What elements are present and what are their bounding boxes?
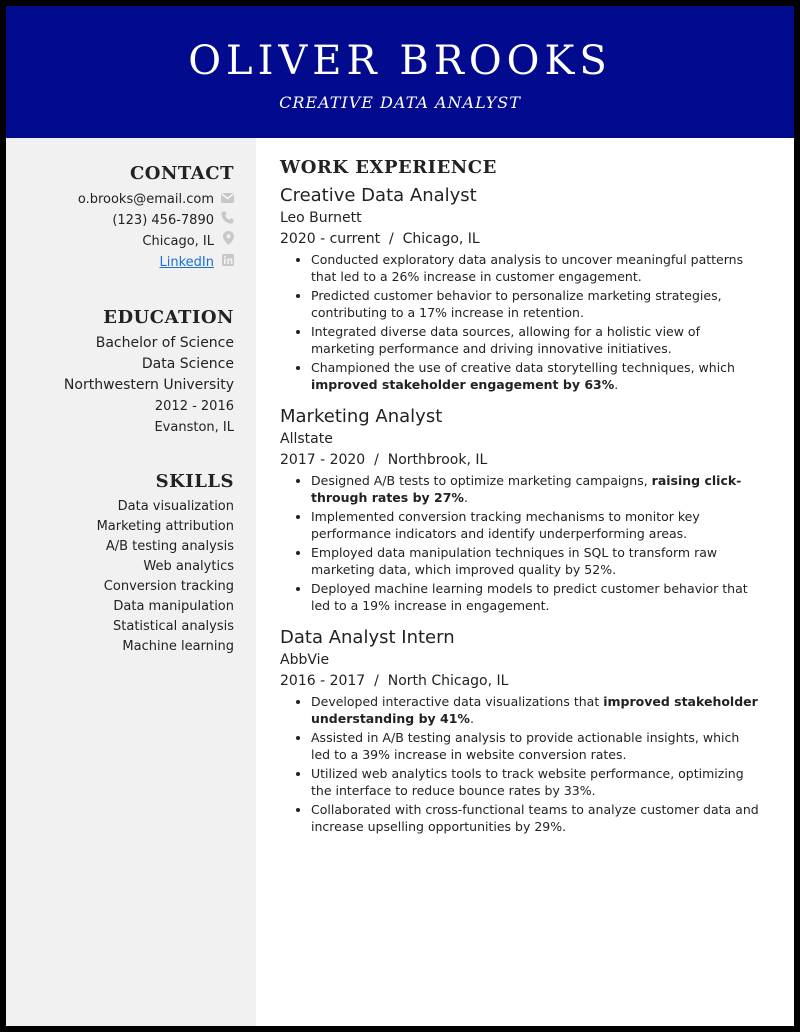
job-bullet: Championed the use of creative data storytelling techniques, which improved stakeholder engagement by 63%. — [294, 359, 760, 393]
education-degree: Bachelor of Science — [95, 335, 234, 351]
education-school: Northwestern University — [63, 377, 234, 393]
job-title: Data Analyst Intern — [280, 627, 455, 648]
education-major: Data Science — [141, 356, 234, 372]
job-bullet: Deployed machine learning models to predict customer behavior that led to a 19% increase in engagement. — [294, 580, 760, 614]
contact-section — [14, 163, 234, 273]
contact-location — [14, 231, 234, 252]
email-text: o.brooks@email.com — [77, 192, 214, 207]
skill-item: Data manipulation — [113, 599, 234, 614]
candidate-title: CREATIVE DATA ANALYST — [279, 93, 521, 112]
job-meta-separator: / — [380, 231, 403, 247]
sidebar — [6, 138, 256, 1026]
skill-item: A/B testing analysis — [105, 539, 234, 554]
job-bullet: Employed data manipulation techniques in SQL to transform raw marketing data, which improved quality by 52%. — [294, 544, 760, 578]
job-dates: 2017 - 2020 — [280, 452, 366, 468]
job-dates-location — [280, 450, 760, 471]
job-bullet: Assisted in A/B testing analysis to provide actionable insights, which led to a 39% increase in website conversion rates. — [294, 729, 760, 763]
job-location: Northbrook, IL — [387, 452, 488, 468]
contact-phone — [14, 210, 234, 231]
job-bullet: Utilized web analytics tools to track website performance, optimizing the interface to reduce bounce rates by 33%. — [294, 765, 760, 799]
job-bullets — [280, 693, 760, 835]
bullet-highlight: improved stakeholder engagement by 63% — [311, 377, 615, 392]
job-dates: 2020 - current — [280, 231, 381, 247]
job-entry — [280, 405, 760, 614]
job-entry — [280, 626, 760, 835]
work-experience-section — [280, 156, 760, 847]
bullet-highlight: improved stakeholder understanding by 41% — [311, 694, 758, 726]
map-pin-icon — [220, 231, 234, 252]
skill-item: Statistical analysis — [113, 619, 234, 634]
job-bullet: Designed A/B tests to optimize marketing campaigns, raising click-through rates by 27%. — [294, 472, 760, 506]
job-bullets — [280, 472, 760, 614]
skills-list — [14, 497, 234, 657]
education-years: 2012 - 2016 — [154, 399, 234, 414]
skill-item: Web analytics — [143, 559, 234, 574]
resume-header — [6, 6, 794, 138]
job-bullet: Implemented conversion tracking mechanisms to monitor key performance indicators and identify underperforming areas. — [294, 508, 760, 542]
job-bullet: Integrated diverse data sources, allowing for a holistic view of marketing performance and driving innovative initiatives. — [294, 323, 760, 357]
bullet-highlight: raising click-through rates by 27% — [311, 473, 742, 505]
candidate-name: OLIVER BROOKS — [188, 38, 612, 84]
job-bullet: Developed interactive data visualizations that improved stakeholder understanding by 41%. — [294, 693, 760, 727]
job-dates-location — [280, 671, 760, 692]
job-location: Chicago, IL — [402, 231, 480, 247]
job-title: Creative Data Analyst — [280, 185, 477, 206]
job-meta-separator: / — [365, 673, 388, 689]
phone-icon — [220, 210, 234, 231]
skill-item: Conversion tracking — [103, 579, 234, 594]
jobs-list — [280, 184, 760, 835]
skill-item: Data visualization — [117, 499, 234, 514]
skills-section — [14, 471, 234, 657]
contact-email — [14, 189, 234, 210]
job-company: AbbVie — [280, 652, 330, 668]
job-bullet: Conducted exploratory data analysis to uncover meaningful patterns that led to a 26% increase in customer engagement. — [294, 251, 760, 285]
job-title: Marketing Analyst — [280, 406, 443, 427]
skill-item: Machine learning — [122, 639, 234, 654]
job-entry — [280, 184, 760, 393]
job-bullet: Collaborated with cross-functional teams to analyze customer data and increase upselling opportunities by 29%. — [294, 801, 760, 835]
education-section — [14, 307, 234, 438]
job-dates: 2016 - 2017 — [280, 673, 366, 689]
location-text: Chicago, IL — [142, 234, 214, 249]
job-company: Leo Burnett — [280, 210, 362, 226]
education-heading: EDUCATION — [103, 307, 234, 328]
resume-page — [6, 6, 794, 1026]
phone-text: (123) 456-7890 — [112, 213, 214, 228]
contact-heading: CONTACT — [129, 163, 234, 184]
job-bullets — [280, 251, 760, 393]
education-location: Evanston, IL — [154, 420, 234, 435]
job-dates-location — [280, 229, 760, 250]
job-location: North Chicago, IL — [387, 673, 509, 689]
linkedin-icon — [220, 252, 234, 273]
contact-linkedin — [14, 252, 234, 273]
skills-heading: SKILLS — [155, 471, 234, 492]
job-bullet: Predicted customer behavior to personalize marketing strategies, contributing to a 17% increase in retention. — [294, 287, 760, 321]
envelope-icon — [220, 189, 234, 210]
job-company: Allstate — [280, 431, 333, 447]
skill-item: Marketing attribution — [96, 519, 234, 534]
work-experience-heading: WORK EXPERIENCE — [280, 157, 497, 178]
job-meta-separator: / — [365, 452, 388, 468]
linkedin-link[interactable]: LinkedIn — [159, 255, 214, 270]
